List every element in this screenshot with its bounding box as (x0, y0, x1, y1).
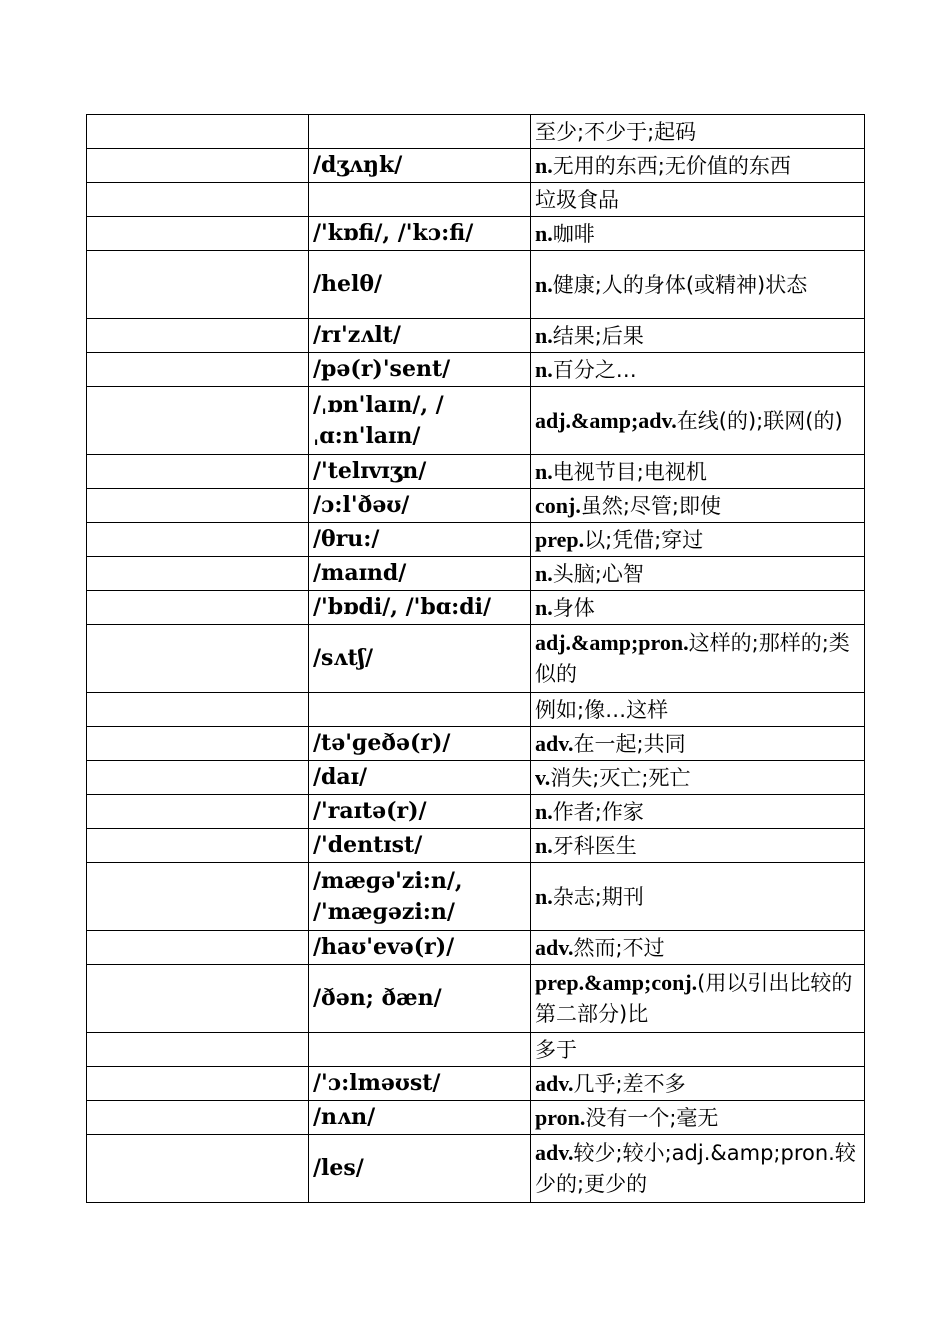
word-cell (87, 863, 309, 931)
definition-cell (531, 115, 865, 149)
definition-cell (531, 557, 865, 591)
table-row (87, 591, 865, 625)
phonetic-cell: /'raɪtə(r)/ (309, 795, 531, 829)
table-row (87, 1135, 865, 1203)
part-of-speech: n. (535, 883, 553, 909)
meaning-text: 百分之… (552, 357, 637, 382)
phonetic-cell: /mæɡə'zi:n/, /'mæɡəzi:n/ (309, 863, 531, 931)
phonetic-cell: /haʊ'evə(r)/ (309, 931, 531, 965)
word-cell (87, 1067, 309, 1101)
meaning-text: 多于 (535, 1037, 577, 1062)
meaning-text: 结果;后果 (552, 323, 644, 348)
word-cell (87, 387, 309, 455)
phonetic-cell: /ˌɒn'laɪn/, /ˌɑ:n'laɪn/ (309, 387, 531, 455)
definition-cell (531, 625, 865, 693)
table-row (87, 319, 865, 353)
part-of-speech: pron. (535, 1104, 586, 1130)
word-cell (87, 217, 309, 251)
table-row (87, 1101, 865, 1135)
table-row (87, 1067, 865, 1101)
part-of-speech: conj. (535, 492, 581, 518)
part-of-speech: n. (535, 220, 553, 246)
word-cell (87, 931, 309, 965)
table-row (87, 523, 865, 557)
phonetic-cell: /'kɒfi/, /'kɔ:fi/ (309, 217, 531, 251)
phonetic-cell: /maɪnd/ (309, 557, 531, 591)
table-row (87, 1033, 865, 1067)
phonetic-cell: /ɔ:l'ðəʊ/ (309, 489, 531, 523)
table-row (87, 387, 865, 455)
part-of-speech: prep.&amp;conj. (535, 970, 698, 995)
word-cell (87, 353, 309, 387)
table-row (87, 727, 865, 761)
phonetic-cell (309, 115, 531, 149)
phonetic-cell: /rɪ'zʌlt/ (309, 319, 531, 353)
table-row (87, 965, 865, 1033)
table-row (87, 217, 865, 251)
definition-cell (531, 1033, 865, 1067)
table-row (87, 625, 865, 693)
table-row (87, 149, 865, 183)
definition-cell (531, 387, 865, 455)
meaning-text: 牙科医生 (552, 833, 637, 858)
part-of-speech: adj.&amp;pron. (535, 630, 689, 655)
meaning-text: 咖啡 (552, 221, 595, 246)
definition-cell (531, 183, 865, 217)
phonetic-cell (309, 693, 531, 727)
word-cell (87, 523, 309, 557)
phonetic-cell: /'bɒdi/, /'bɑ:di/ (309, 591, 531, 625)
meaning-text: 作者;作家 (552, 799, 644, 824)
word-cell (87, 1135, 309, 1203)
definition-cell (531, 455, 865, 489)
table-row (87, 931, 865, 965)
part-of-speech: n. (535, 560, 553, 586)
meaning-text: 至少;不少于;起码 (535, 119, 697, 144)
phonetic-cell: /nʌn/ (309, 1101, 531, 1135)
definition-cell (531, 727, 865, 761)
table-row (87, 829, 865, 863)
meaning-text: 垃圾食品 (535, 187, 619, 212)
word-cell (87, 1101, 309, 1135)
definition-cell (531, 1135, 865, 1203)
table-row (87, 115, 865, 149)
vocabulary-table-body (87, 115, 865, 1203)
phonetic-cell: /dʒʌŋk/ (309, 149, 531, 183)
vocabulary-table (86, 114, 865, 1203)
word-cell (87, 251, 309, 319)
table-row (87, 693, 865, 727)
phonetic-cell: /les/ (309, 1135, 531, 1203)
definition-cell (531, 931, 865, 965)
part-of-speech: n. (535, 594, 553, 620)
meaning-text: 无用的东西;无价值的东西 (552, 153, 791, 178)
part-of-speech: n. (535, 152, 553, 178)
definition-cell (531, 1067, 865, 1101)
definition-cell (531, 591, 865, 625)
part-of-speech: adv. (535, 1140, 574, 1165)
phonetic-cell: /daɪ/ (309, 761, 531, 795)
word-cell (87, 557, 309, 591)
phonetic-cell: /pə(r)'sent/ (309, 353, 531, 387)
meaning-text: 身体 (552, 595, 595, 620)
table-row (87, 863, 865, 931)
part-of-speech: adv. (535, 1070, 574, 1096)
meaning-text: 健康;人的身体(或精神)状态 (552, 272, 808, 297)
phonetic-cell: /'ɔ:lməʊst/ (309, 1067, 531, 1101)
definition-cell (531, 489, 865, 523)
meaning-text: 消失;灭亡;死亡 (550, 765, 691, 790)
part-of-speech: n. (535, 322, 553, 348)
definition-cell (531, 353, 865, 387)
part-of-speech: prep. (535, 526, 585, 552)
part-of-speech: n. (535, 356, 553, 382)
meaning-text: 头脑;心智 (552, 561, 644, 586)
meaning-text: 电视节目;电视机 (552, 459, 707, 484)
word-cell (87, 965, 309, 1033)
word-cell (87, 149, 309, 183)
table-row (87, 795, 865, 829)
phonetic-cell: /helθ/ (309, 251, 531, 319)
part-of-speech: adv. (535, 730, 574, 756)
table-row (87, 455, 865, 489)
word-cell (87, 761, 309, 795)
part-of-speech: n. (535, 271, 553, 297)
word-cell (87, 625, 309, 693)
word-cell (87, 829, 309, 863)
meaning-text: 杂志;期刊 (552, 884, 644, 909)
meaning-text: 几乎;差不多 (573, 1071, 686, 1096)
meaning-text: 以;凭借;穿过 (584, 527, 704, 552)
word-cell (87, 183, 309, 217)
meaning-text: 虽然;尽管;即使 (580, 493, 721, 518)
definition-cell (531, 795, 865, 829)
meaning-text: 例如;像…这样 (535, 697, 669, 722)
part-of-speech: adv. (535, 934, 574, 960)
phonetic-cell: /ðən; ðæn/ (309, 965, 531, 1033)
phonetic-cell: /tə'ɡeðə(r)/ (309, 727, 531, 761)
word-cell (87, 591, 309, 625)
part-of-speech: adj.&amp;adv. (535, 407, 677, 433)
part-of-speech: n. (535, 832, 553, 858)
table-row (87, 489, 865, 523)
definition-cell (531, 829, 865, 863)
table-row (87, 353, 865, 387)
part-of-speech: n. (535, 458, 553, 484)
definition-cell (531, 523, 865, 557)
meaning-text: 没有一个;毫无 (585, 1105, 719, 1130)
word-cell (87, 727, 309, 761)
word-cell (87, 1033, 309, 1067)
definition-cell (531, 761, 865, 795)
phonetic-cell: /'telɪvɪʒn/ (309, 455, 531, 489)
definition-cell (531, 251, 865, 319)
word-cell (87, 319, 309, 353)
phonetic-cell: /sʌtʃ/ (309, 625, 531, 693)
definition-cell (531, 863, 865, 931)
table-row (87, 557, 865, 591)
definition-cell (531, 1101, 865, 1135)
word-cell (87, 115, 309, 149)
table-row (87, 183, 865, 217)
definition-cell (531, 149, 865, 183)
meaning-text: 在线(的);联网(的) (676, 408, 843, 433)
word-cell (87, 489, 309, 523)
meaning-text: 较少;较小;adj.&amp;pron.较少的;更少的 (535, 1141, 856, 1196)
phonetic-cell: /'dentɪst/ (309, 829, 531, 863)
definition-cell (531, 217, 865, 251)
word-cell (87, 693, 309, 727)
phonetic-cell (309, 183, 531, 217)
table-row (87, 251, 865, 319)
meaning-text: (用以引出比较的第二部分)比 (535, 971, 853, 1026)
word-cell (87, 795, 309, 829)
meaning-text: 这样的;那样的;类似的 (535, 631, 850, 686)
part-of-speech: v. (535, 764, 551, 790)
definition-cell (531, 319, 865, 353)
definition-cell (531, 693, 865, 727)
phonetic-cell: /θru:/ (309, 523, 531, 557)
word-cell (87, 455, 309, 489)
definition-cell (531, 965, 865, 1033)
meaning-text: 在一起;共同 (573, 731, 686, 756)
part-of-speech: n. (535, 798, 553, 824)
meaning-text: 然而;不过 (573, 935, 665, 960)
table-row (87, 761, 865, 795)
phonetic-cell (309, 1033, 531, 1067)
